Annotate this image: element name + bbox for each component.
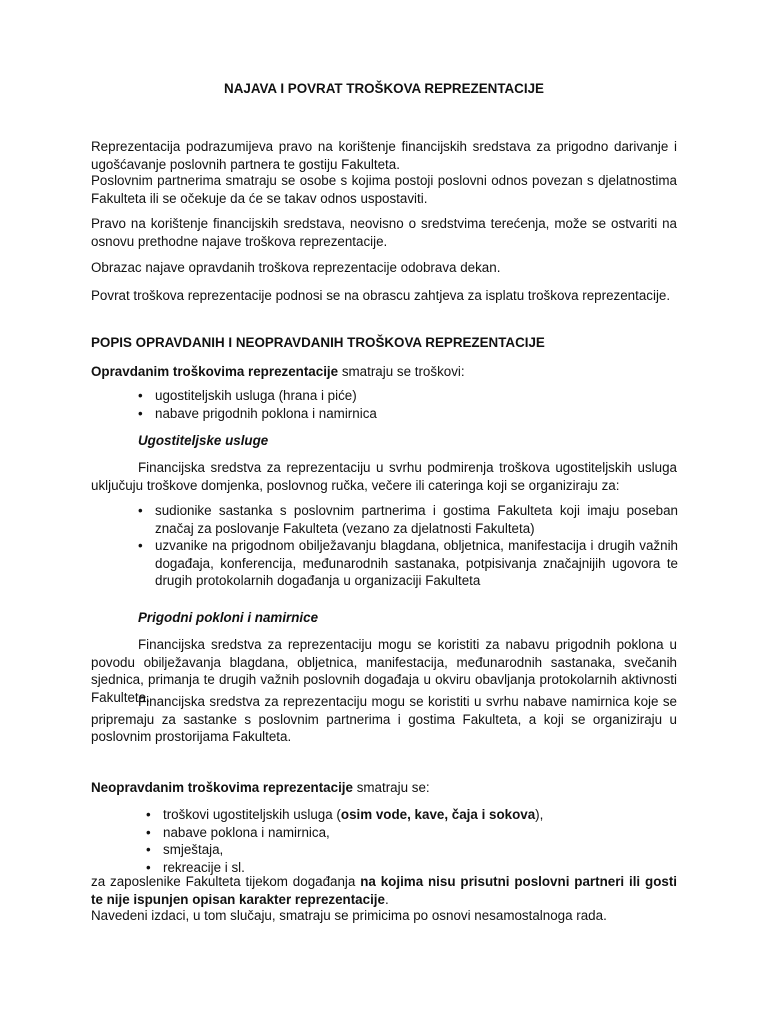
- list-item-end: ),: [535, 807, 544, 822]
- intro-paragraph-3: Pravo na korištenje financijskih sredstava, neovisno o sredstvima terećenja, može se ostvariti na osnovu prethodne najave troškova reprezentacije.: [91, 216, 677, 249]
- section-heading: POPIS OPRAVDANIH I NEOPRAVDANIH TROŠKOVA REPREZENTACIJE: [91, 335, 545, 350]
- list-item-text: sudionike sastanka s poslovnim partnerima i gostima Fakulteta koji imaju poseban značaj za poslovanje Fakulteta (vezano za djelatnosti Fakulteta): [155, 503, 678, 536]
- justified-list: [138, 387, 678, 422]
- list-item: [138, 537, 678, 590]
- list-item-text: troškovi ugostiteljskih usluga (: [163, 807, 341, 822]
- bullet-icon: •: [138, 388, 143, 403]
- list-item: [138, 502, 678, 537]
- unjustified-closing: [91, 873, 677, 908]
- bullet-icon: •: [146, 824, 151, 840]
- list-item-text: smještaja,: [163, 842, 224, 857]
- bullet-icon: •: [138, 538, 143, 553]
- catering-list: [138, 502, 678, 590]
- intro-paragraph-4: Obrazac najave opravdanih troškova reprezentacije odobrava dekan.: [91, 260, 501, 275]
- intro-paragraph-5: Povrat troškova reprezentacije podnosi se na obrascu zahtjeva za isplatu troškova reprezentacije.: [91, 288, 671, 303]
- bullet-icon: •: [146, 859, 151, 875]
- closing-end: .: [384, 891, 389, 907]
- intro-paragraph-1: Reprezentacija podrazumijeva pravo na korištenje financijskih sredstava za prigodno darivanje i ugošćavanje poslovnih partnera te gostiju Fakulteta.: [91, 139, 677, 172]
- list-item-text: nabave prigodnih poklona i namirnica: [155, 405, 377, 421]
- list-item: [146, 841, 676, 859]
- catering-heading: Ugostiteljske usluge: [138, 433, 269, 448]
- list-item: [146, 824, 676, 842]
- list-item-text: ugostiteljskih usluga (hrana i piće): [155, 388, 357, 403]
- gifts-heading: Prigodni pokloni i namirnice: [138, 610, 319, 625]
- bullet-icon: •: [146, 807, 151, 822]
- bullet-icon: •: [138, 405, 143, 421]
- gifts-paragraph-2: Financijska sredstva za reprezentaciju mogu se koristiti u svrhu nabave namirnica koje se pripremaju za sastanke s poslovnim partnerima i gostima Fakulteta, a koji se organiziraju u poslovnim prostorijama Fakulteta.: [91, 694, 677, 744]
- bullet-icon: •: [138, 503, 143, 518]
- unjustified-lead: [91, 779, 677, 797]
- bullet-icon: •: [146, 842, 151, 857]
- list-item: [138, 387, 678, 405]
- gifts-paragraph-1: Financijska sredstva za reprezentaciju mogu se koristiti za nabavu prigodnih poklona u povodu obilježavanja blagdana, obljetnica, manifestacija, međunarodnih sastanaka, svečanih sjednica, primanja te drugih važnih poslovnih događaja u okviru obavljanja protokolarnih aktivnosti Fakulteta.: [91, 637, 677, 705]
- closing-text: za zaposlenike Fakulteta tijekom događanja: [91, 874, 361, 889]
- list-item: [138, 405, 678, 423]
- intro-paragraph-2: Poslovnim partnerima smatraju se osobe s kojima postoji poslovni odnos povezan s djelatnostima Fakulteta ili se očekuje da će se takav odnos uspostaviti.: [91, 173, 677, 206]
- unjustified-lead-rest: smatraju se:: [352, 780, 430, 795]
- unjustified-list: [146, 806, 676, 876]
- unjustified-lead-bold: Neopravdanim troškovima reprezentacije: [91, 780, 353, 795]
- list-item-text: uzvanike na prigodnom obilježavanju blagdana, obljetnica, manifestacija i drugih važnih događaja, konferencija, međunarodnih sastanaka, potpisivanja značajnijih ugovora te drugih protokolarnih događanja u organizaciji Fakulteta: [155, 538, 678, 588]
- justified-lead-rest: smatraju se troškovi:: [338, 364, 465, 379]
- list-item: [146, 806, 676, 824]
- justified-lead-bold: Opravdanim troškovima reprezentacije: [91, 364, 339, 379]
- list-item-text: rekreacije i sl.: [163, 859, 245, 875]
- catering-paragraph: Financijska sredstva za reprezentaciju u svrhu podmirenja troškova ugostiteljskih usluga uključuju troškove domjenka, poslovnog ručka, večere ili cateringa koji se organiziraju za:: [91, 460, 677, 493]
- closing-bold: na kojima nisu prisutni poslovni partneri ili gosti te nije ispunjen opisan karakter reprezentacije: [91, 874, 677, 907]
- list-item-bold: osim vode, kave, čaja i sokova: [340, 807, 536, 822]
- final-paragraph: Navedeni izdaci, u tom slučaju, smatraju se primicima po osnovi nesamostalnoga rada.: [91, 908, 607, 923]
- document-title: NAJAVA I POVRAT TROŠKOVA REPREZENTACIJE: [224, 81, 544, 96]
- list-item-text: nabave poklona i namirnica,: [163, 824, 330, 840]
- justified-lead: [91, 363, 677, 381]
